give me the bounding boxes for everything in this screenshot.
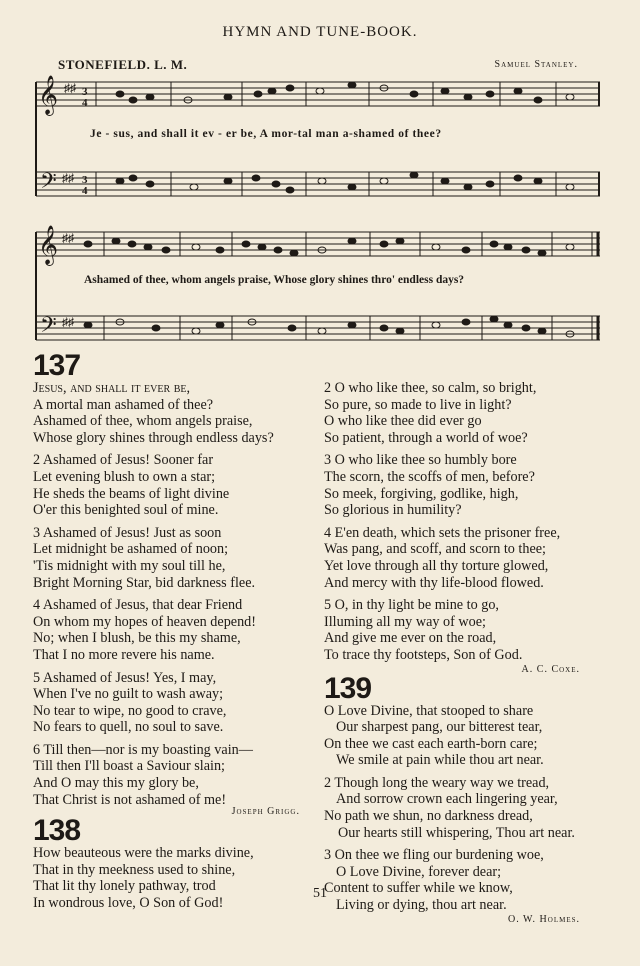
- verse-line: No; when I blush, be this my shame,: [33, 630, 241, 647]
- hymn-137-stanza-1: [33, 380, 318, 446]
- svg-text:𝄢: 𝄢: [40, 313, 57, 343]
- verse-line: 3 On thee we fling our burdening woe,: [324, 847, 544, 864]
- tune-name: STONEFIELD. L. M.: [58, 57, 188, 72]
- verse-line: And sorrow crown each lingering year,: [336, 791, 558, 808]
- svg-text:4: 4: [82, 97, 88, 109]
- hymn-number-137: 137: [33, 349, 81, 382]
- verse-line: 3 Ashamed of Jesus! Just as soon: [33, 524, 222, 541]
- verse-line: No fears to quell, no soul to save.: [33, 719, 224, 736]
- verse-line: 2 O who like thee, so calm, so bright,: [324, 380, 537, 396]
- svg-text:♯♯: ♯♯: [62, 315, 74, 329]
- hymn-139-stanza-2: [324, 775, 614, 841]
- hymn-137-stanza-6: [33, 742, 318, 808]
- verse-line: Yet love through all thy torture glowed,: [324, 557, 549, 574]
- verse-line: How beauteous were the marks divine,: [33, 845, 254, 862]
- author-credit: O. W. Holmes.: [507, 913, 580, 925]
- verse-line: 5 Ashamed of Jesus! Yes, I may,: [33, 669, 217, 686]
- verse-line: So meek, forgiving, godlike, high,: [324, 485, 519, 502]
- verse-line: So patient, through a world of woe?: [324, 429, 528, 446]
- hymn-139-stanza-1: [324, 703, 614, 769]
- verse-line: O Love Divine, forever dear;: [336, 863, 502, 880]
- verse-line: Was pang, and scoff, and scorn to thee;: [324, 541, 546, 558]
- composer-credit: Samuel Stanley.: [494, 59, 578, 70]
- verse-line: The scorn, the scoffs of men, before?: [324, 468, 535, 485]
- verse-line: Our hearts still whispering, Thou art near.: [338, 824, 575, 841]
- svg-text:♯♯: ♯♯: [62, 231, 74, 245]
- verse-line: Living or dying, thou art near.: [336, 897, 507, 914]
- verse-line: So glorious in humility?: [324, 502, 462, 519]
- hymn-138-stanza-2: [324, 380, 614, 446]
- verse-line: Let midnight be ashamed of noon;: [33, 541, 229, 558]
- verse-line: On thee we cast each earth-born care;: [324, 735, 538, 752]
- verse-line: We smile at pain while thou art near.: [336, 752, 544, 769]
- lyric-line-2: Ashamed of thee, whom angels praise, Whose glory shines thro' endless days?: [84, 274, 465, 286]
- verse-line: To trace thy footsteps, Son of God.: [324, 646, 523, 663]
- verse-line: 2 Ashamed of Jesus! Sooner far: [33, 452, 214, 469]
- left-column: [33, 349, 318, 912]
- svg-text:♯♯: ♯♯: [64, 81, 76, 95]
- verse-line: 2 Though long the weary way we tread,: [324, 774, 550, 791]
- hymn-139-stanza-3: [324, 847, 614, 913]
- svg-text:3: 3: [82, 86, 88, 98]
- verse-line: Jesus, and shall it ever be,: [33, 380, 191, 396]
- verse-line: In wondrous love, O Son of God!: [33, 895, 224, 912]
- svg-text:𝄢: 𝄢: [40, 169, 57, 199]
- author-credit: Joseph Grigg.: [231, 806, 300, 818]
- verse-line: Whose glory shines through endless days?: [33, 429, 274, 446]
- verse-line: When I've no guilt to wash away;: [33, 686, 224, 703]
- verse-line: Till then I'll boast a Saviour slain;: [33, 758, 225, 775]
- verse-line: That Christ is not ashamed of me!: [33, 791, 227, 808]
- verse-line: And O may this my glory be,: [33, 775, 199, 792]
- verse-line: Let evening blush to own a star;: [33, 468, 216, 485]
- hymn-137-stanza-4: [33, 597, 318, 663]
- verse-line: 3 O who like thee so humbly bore: [324, 452, 517, 469]
- verse-line: So pure, so made to live in light?: [324, 396, 512, 413]
- right-column: [324, 380, 614, 925]
- verse-line: Illuming all my way of woe;: [324, 613, 486, 630]
- hymn-137-stanza-3: [33, 525, 318, 591]
- svg-text:♯♯: ♯♯: [62, 171, 74, 185]
- verse-line: O'er this benighted soul of mine.: [33, 502, 219, 519]
- verse-line: And give me ever on the road,: [324, 630, 497, 647]
- verse-line: No tear to wipe, no good to crave,: [33, 702, 227, 719]
- hymn-number-138: 138: [33, 814, 81, 848]
- page-number: 51: [313, 886, 327, 901]
- verse-line: That I no more revere his name.: [33, 646, 215, 663]
- svg-text:4: 4: [82, 185, 88, 197]
- music-system-2: [0, 212, 640, 362]
- hymn-138-stanza-3: [324, 452, 614, 518]
- verse-line: That lit thy lonely pathway, trod: [33, 878, 216, 895]
- lyric-line-1: Je - sus, and shall it ev - er be, A mor-tal man a-shamed of thee?: [90, 128, 442, 140]
- hymn-number-139: 139: [324, 671, 372, 705]
- verse-line: 'Tis midnight with my soul till he,: [33, 557, 226, 574]
- verse-line: Bright Morning Star, bid darkness flee.: [33, 574, 256, 591]
- verse-line: O Love Divine, that stooped to share: [324, 702, 534, 719]
- verse-line: No path we shun, no darkness dread,: [324, 808, 533, 825]
- hymn-137-stanza-2: [33, 452, 318, 518]
- verse-line: 4 E'en death, which sets the prisoner free,: [324, 524, 561, 541]
- hymn-138-stanza-5: [324, 597, 614, 663]
- verse-line: Ashamed of thee, whom angels praise,: [33, 413, 253, 430]
- music-system-1: [0, 70, 640, 210]
- verse-line: O who like thee did ever go: [324, 413, 482, 430]
- verse-line: Our sharpest pang, our bitterest tear,: [336, 719, 543, 736]
- verse-line: 6 Till then—nor is my boasting vain—: [33, 741, 253, 758]
- verse-line: On whom my hopes of heaven depend!: [33, 613, 257, 630]
- author-credit: A. C. Coxe.: [521, 663, 580, 675]
- page-header: HYMN AND TUNE-BOOK.: [222, 24, 418, 40]
- verse-line: He sheds the beams of light divine: [33, 485, 230, 502]
- verse-line: That in thy meekness used to shine,: [33, 861, 236, 878]
- verse-line: A mortal man ashamed of thee?: [33, 396, 214, 413]
- svg-text:𝄞: 𝄞: [38, 225, 59, 265]
- verse-line: And mercy with thy life-blood flowed.: [324, 574, 544, 591]
- hymn-138-stanza-4: [324, 525, 614, 591]
- verse-line: 5 O, in thy light be mine to go,: [324, 597, 499, 614]
- verse-line: 4 Ashamed of Jesus, that dear Friend: [33, 597, 243, 614]
- svg-text:𝄞: 𝄞: [38, 75, 59, 115]
- hymn-137-stanza-5: [33, 670, 318, 736]
- verse-line: Content to suffer while we know,: [324, 880, 513, 897]
- svg-text:3: 3: [82, 174, 88, 186]
